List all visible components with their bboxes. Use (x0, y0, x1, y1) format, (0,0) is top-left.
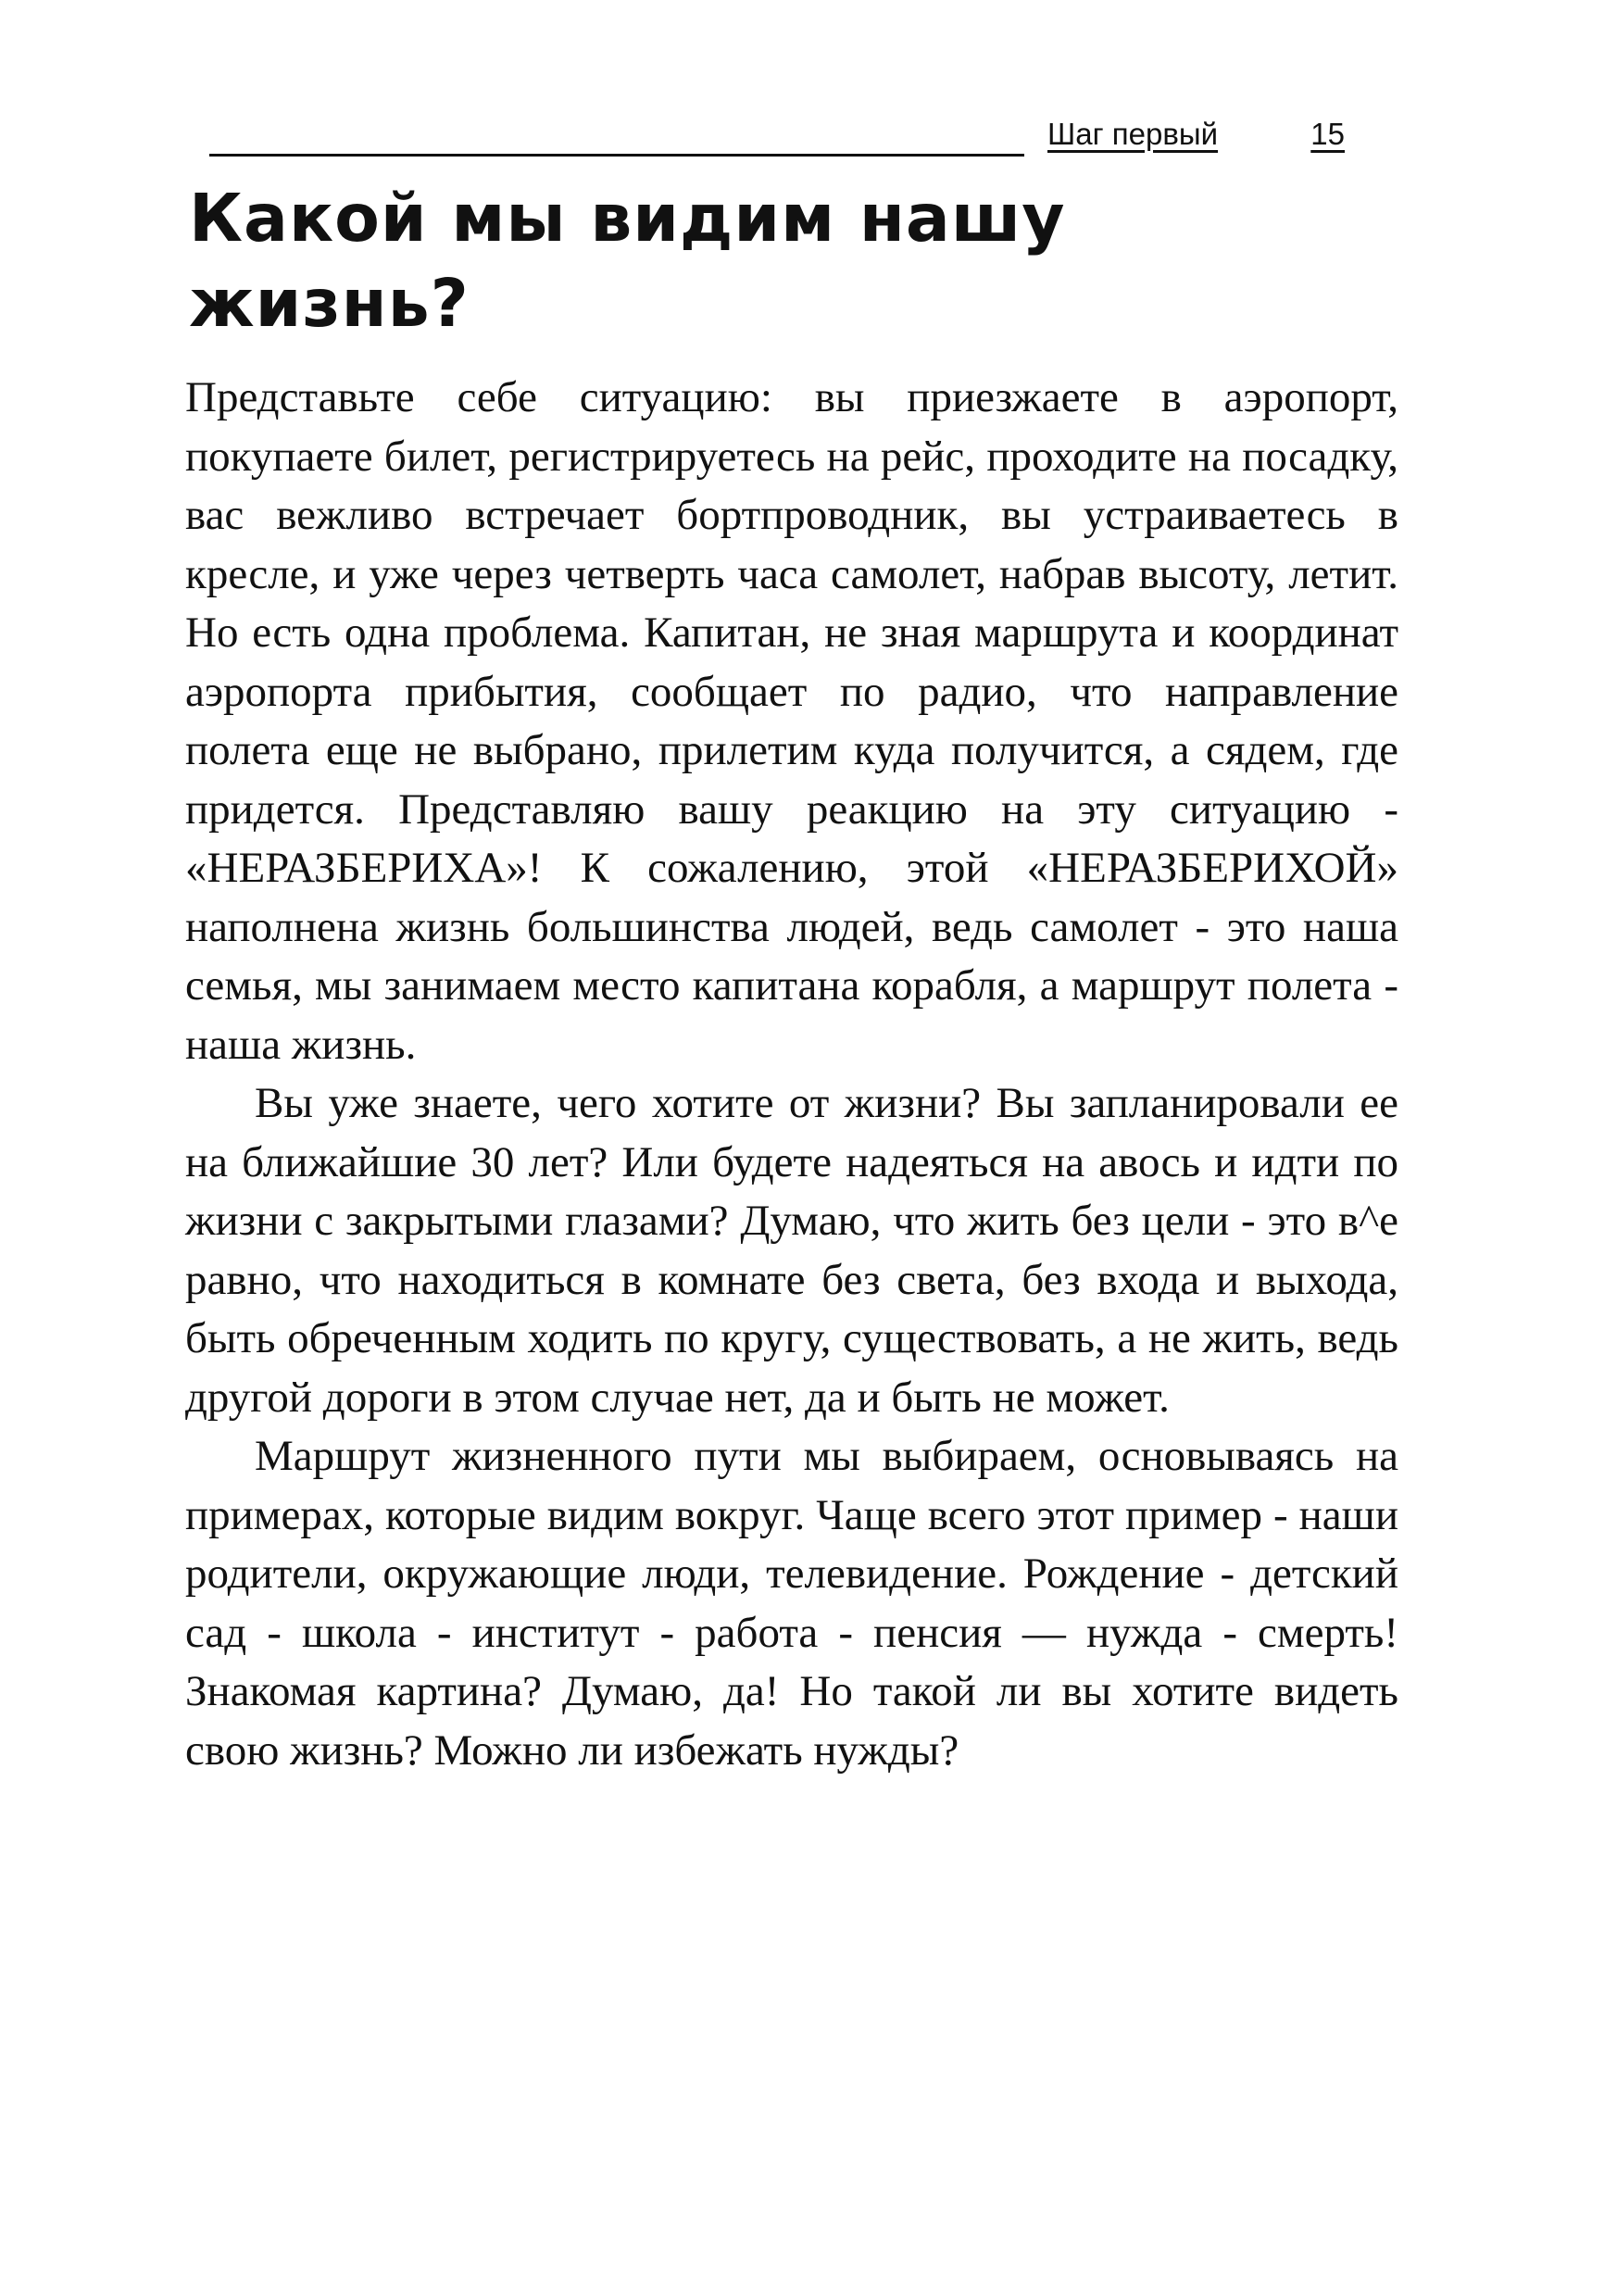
body-text (185, 369, 1398, 1780)
running-header-section: Шаг первый (1047, 117, 1219, 151)
paragraph-2: Вы уже знаете, чего хотите от жизни? Вы запланировали ее на ближайшие 30 лет? Или будете надеяться на авось и идти по жизни с закрытыми глазами? Думаю, что жить без цели - это в^е равно, что находиться в комнате без света, без входа и выхода, быть обреченным ходить по кругу, существовать, а не жить, ведь другой дороги в этом случае нет, да и быть не может. (185, 1079, 1398, 1422)
paragraph-1: Представьте себе ситуацию: вы приезжаете в аэропорт, покупаете билет, регистрируетесь на рейс, проходите на посадку, вас вежливо встречает бортпроводник, вы устраиваетесь в кресле, и уже через четверть часа самолет, набрав высоту, летит. Но есть одна проблема. Капитан, не зная маршрута и координат аэропорта прибытия, сообщает по радио, что направление полета еще не выбрано, прилетим куда получится, а сядем, где придется. Представляю вашу реакцию на эту ситуацию - «НЕРАЗБЕРИХА»! К сожалению, этой «НЕРАЗБЕРИХОЙ» наполнена жизнь большинства людей, ведь самолет - это наша семья, мы занимаем место капитана корабля, а маршрут полета - наша жизнь. (185, 373, 1398, 1069)
paragraph-3: Маршрут жизненного пути мы выбираем, основываясь на примерах, которые видим вокруг. Чаще всего этот пример - наши родители, окружающие люди, телевидение. Рождение - детский сад - школа - институт - работа - пенсия — нужда - смерть! Знакомая картина? Думаю, да! Но такой ли вы хотите видеть свою жизнь? Можно ли избежать нужды? (185, 1432, 1398, 1775)
page-number: 15 (1310, 117, 1345, 151)
chapter-title: Какой мы видим нашу жизнь? (189, 180, 1066, 342)
running-header (209, 111, 1345, 159)
header-rule (209, 154, 1024, 157)
